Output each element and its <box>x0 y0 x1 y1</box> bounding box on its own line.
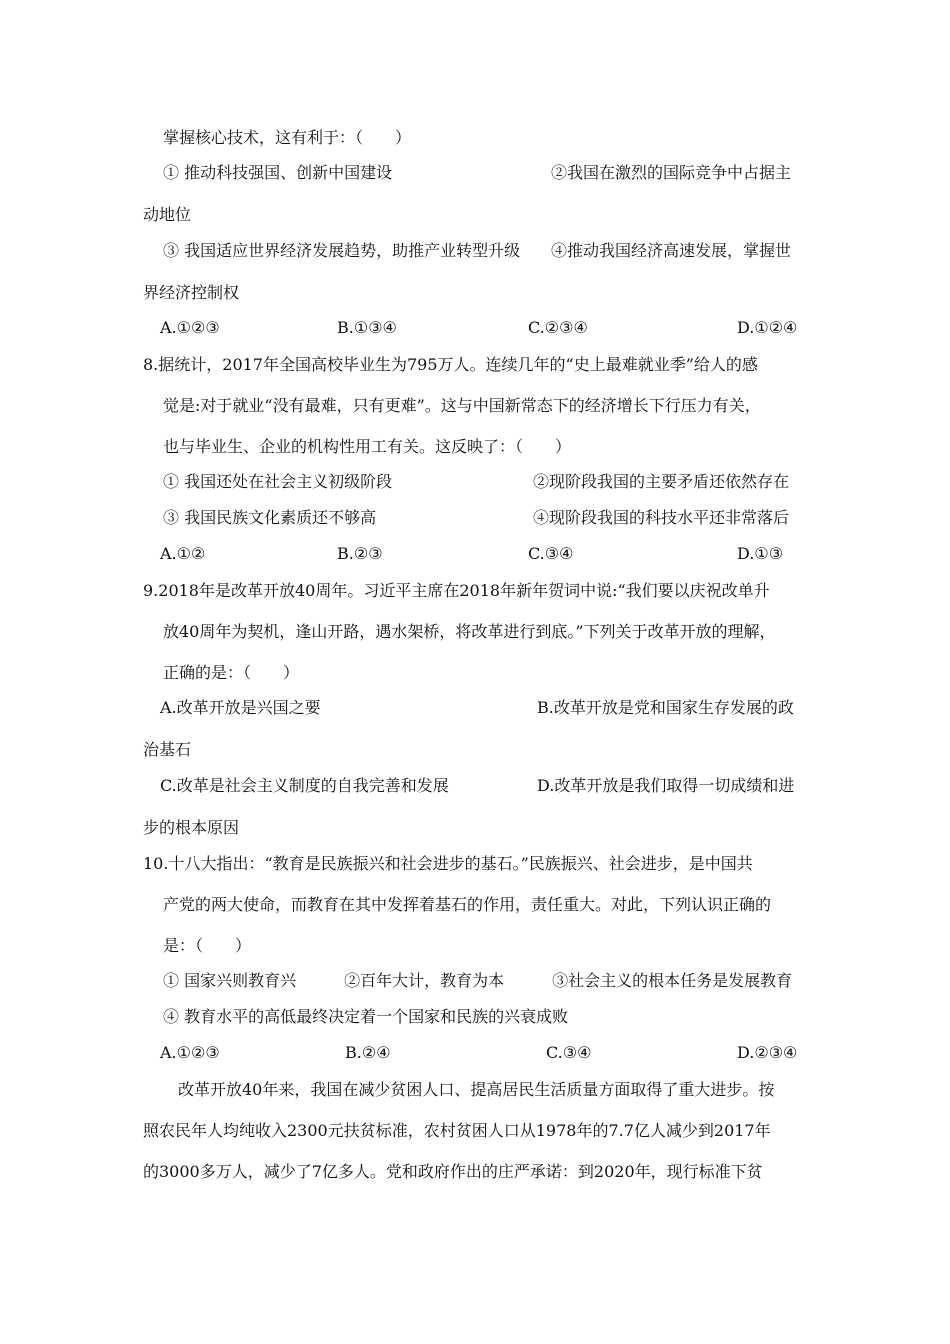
q10-line-1: 10.十八大指出：“教育是民族振兴和社会进步的基石。”民族振兴、社会进步，是中国共 <box>143 854 753 873</box>
q9-line-2: 放40周年为契机，逢山开路，遇水架桥，将改革进行到底。”下列关于改革开放的理解， <box>163 622 776 641</box>
q8-choice-d: D.①③ <box>737 544 784 563</box>
q9-option-b: B.改革开放是党和国家生存发展的政 <box>537 698 794 717</box>
q7-stem-tail: 掌握核心技术，这有利于：（ ） <box>163 128 412 147</box>
q7-choice-a: A.①②③ <box>160 318 220 337</box>
q8-choice-c: C.③④ <box>528 544 574 563</box>
q7-choice-c: C.②③④ <box>528 318 588 337</box>
q7-choice-d: D.①②④ <box>737 318 798 337</box>
q10-choice-a: A.①②③ <box>160 1043 220 1062</box>
q8-choice-a: A.①② <box>160 544 206 563</box>
q9-line-1: 9.2018年是改革开放40周年。习近平主席在2018年新年贺词中说:“我们要以庆祝改单升 <box>143 581 770 600</box>
passage-line-1: 改革开放40年来，我国在减少贫困人口、提高居民生活质量方面取得了重大进步。按 <box>178 1080 775 1099</box>
q10-choice-b: B.②④ <box>345 1043 391 1062</box>
q10-choice-d: D.②③④ <box>737 1043 798 1062</box>
q7-option-2-cont: 动地位 <box>143 205 192 224</box>
q10-line-2: 产党的两大使命，而教育在其中发挥着基石的作用，责任重大。对此，下列认识正确的 <box>163 895 772 914</box>
q8-line-1: 8.据统计，2017年全国高校毕业生为795万人。连续几年的“史上最难就业季”给人的感 <box>143 355 758 374</box>
q8-choice-b: B.②③ <box>337 544 383 563</box>
q8-option-1: ① 我国还处在社会主义初级阶段 <box>163 472 393 491</box>
q8-option-3: ③ 我国民族文化素质还不够高 <box>163 508 377 527</box>
q10-choice-c: C.③④ <box>546 1043 592 1062</box>
q8-line-2: 觉是:对于就业“没有最难，只有更难”。这与中国新常态下的经济增长下行压力有关， <box>163 396 761 415</box>
q8-option-4: ④现阶段我国的科技水平还非常落后 <box>533 508 790 527</box>
q9-option-d-cont: 步的根本原因 <box>143 818 240 837</box>
q8-option-2: ②现阶段我国的主要矛盾还依然存在 <box>533 472 790 491</box>
q9-option-c: C.改革是社会主义制度的自我完善和发展 <box>160 776 449 795</box>
q9-line-3: 正确的是：（ ） <box>163 663 300 682</box>
q9-option-d: D.改革开放是我们取得一切成绩和进 <box>537 776 795 795</box>
passage-line-3: 的3000多万人，减少了7亿多人。党和政府作出的庄严承诺：到2020年，现行标准下贫 <box>143 1162 763 1181</box>
q10-options-1-3: ① 国家兴则教育兴 ②百年大计，教育为本 ③社会主义的根本任务是发展教育 <box>163 971 793 990</box>
q7-option-1: ① 推动科技强国、创新中国建设 <box>163 163 393 182</box>
q9-option-a: A.改革开放是兴国之要 <box>160 698 321 717</box>
q9-option-b-cont: 治基石 <box>143 740 192 759</box>
q7-option-2: ②我国在激烈的国际竞争中占据主 <box>551 163 792 182</box>
passage-line-2: 照农民年人均纯收入2300元扶贫标准，农村贫困人口从1978年的7.7亿人减少到2017年 <box>143 1121 771 1140</box>
q7-option-3: ③ 我国适应世界经济发展趋势，助推产业转型升级 <box>163 241 521 260</box>
q7-option-4-cont: 界经济控制权 <box>143 283 240 302</box>
q10-line-3: 是：（ ） <box>163 936 252 955</box>
q10-option-4: ④ 教育水平的高低最终决定着一个国家和民族的兴衰成败 <box>163 1007 569 1026</box>
q7-choice-b: B.①③④ <box>337 318 397 337</box>
q8-line-3: 也与毕业生、企业的机构性用工有关。这反映了：（ ） <box>163 437 572 456</box>
q7-option-4: ④推动我国经济高速发展，掌握世 <box>551 241 792 260</box>
